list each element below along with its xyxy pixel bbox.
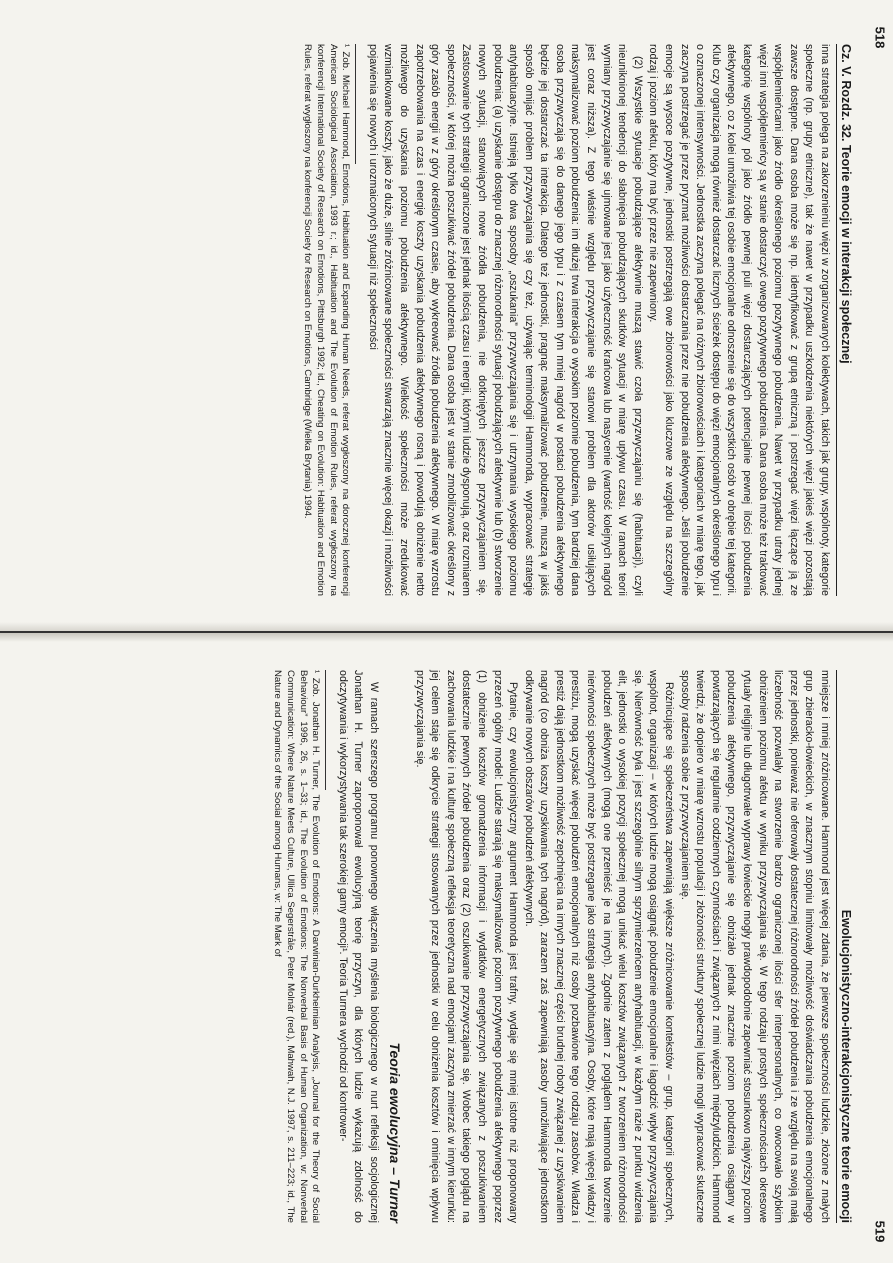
left-footnote: ¹ Zob. Michael Hammond, Emotions, Habituation and Expanding Human Needs, referat wygłoszony na dorocznej konferencji American Sociological Association, 1993 r.; id., Habituation and The Evolution of Emotion Rules, referat wygłoszony na konferencji International Society of Research on Emotions, Pittsburgh 1992; id., Cheating on Evolution: Habituation and Emotion Rules, referat wygłoszony na konferencji Society for Research on Emotions, Cambridge (Wielka Brytania) 1994. (302, 44, 352, 596)
left-paragraph: inna strategia polega na zakorzenieniu więzi w zorganizowanych kolektywach, takich jak grupy, wspólnoty, kategorie społeczne (np. grupy etniczne), tak że nawet w przypadku uszkodzenia niektórych więzi jakieś więzi pozostają zawsze dostępne. Dana osoba może się np. identyfikować z grupą etniczną i postrzegać więzi łączące ją ze współplemieńcami jako źródło określonego poziomu pozytywnego pobudzenia. Nawet w przypadku utraty jednej więzi inni współplemieńcy są w stanie dostarczyć owego pozytywnego pobudzenia. Dana osoba może też traktować kategorię wspólnoty pól jako źródło pewnej puli więzi dostarczających potencjalnie pewnej ilości pobudzenia afektywnego, co z kolei umożliwia tej osobie emocjonalne odnoszenie się do wszystkich osób w obrębie tej kategorii. Klub czy organizacja mogą również dostarczać licznych ścieżek dostępu do więzi emocjonalnych określonego typu i o oznaczonej intensywności. Jednostka zaczyna polegać na różnych zbiorowościach i kategoriach w miarę tego, jak zaczyna postrzegać je przez pryzmat możliwości dostarczania przez nie pobudzenia afektywnego. Jeśli pobudzenie emocje są wysoce pozytywne, jednostki postrzegają owe zbiorowości jako kluczowe ze względu na szczególny rodzaj i poziom afektu, który ma być przez nie zapewniony. (647, 44, 831, 596)
left-page-number: 518 (872, 26, 888, 49)
left-footnote-rule (355, 44, 356, 164)
right-footnote: ¹ Zob. Jonathan H. Turner, The Evolution of Emotions: A Darwinian-Durkheimian Analysis, „Journal for the Theory of Social Behaviour” 1996, 26, s. 1–33; id., The Evolution of Emotions: The Nonverbal Basis of Human Organization, w: Nonverbal Communication: Where Nature Meets Culture, Ullica Segerstråle, Peter Molnár (red.), Mahwah, N.J. 1997, s. 211–223; id., The Nature and Dynamics of the Social among Humans, w: The Mark of (272, 670, 322, 1223)
right-paragraph: Pytanie, czy ewolucjonistyczny argument Hammonda jest trafny, wydaje się mniej istotne niż proponowany przezeń ogólny model: Ludzie starają się maksymalizować poziom pozytywnego pobudzenia afektywnego poprzez (1) obniżenie kosztów gromadzenia informacji i wydatków energetycznych związanych z poszukiwaniem dostatecznie pewnych źródeł pobudzenia oraz (2) oszukiwanie przyzwyczajania się. Wobec takiego poglądu na zachowania ludzkie i na kulturę społeczną refleksja teoretyczna nad emocjami zaczyna zmierzać w innym kierunku: jej celem staje się odkrycie strategii stosowanych przez jednostki w celu obniżenia kosztów i ominięcia wpływu przyzwyczajania się. (413, 670, 520, 1223)
right-paragraph: mniejsze i mniej zróżnicowane. Hammond jest więcej zdania, że pierwsze społeczności ludzkie, złożone z małych grup zbieracko-łowieckich, w znacznym stopniu limitowały możliwość doświadczania pobudzenia emocjonalnego przez jednostki, ponieważ nie oferowały dostatecznej różnorodności źródeł pobudzenia i ze względu na swoją małą liczebność pozwalały na stworzenie bardzo ograniczonej ilości sfer interpersonalnych, co owocowało szybkim obniżeniem poziomu afektu w wyniku przyzwyczajania się. W tego rodzaju prostych społecznościach okresowe rytuały religijne lub długotrwałe wyprawy łowieckie mogły prawdopodobnie zapewniać stosunkowo najwyższy poziom pobudzenia afektywnego, przyzwyczajanie się obniżało jednak znacznie poziom pobudzenia osiągany w powtarzających się regularnie codziennych czynnościach i związanych z nimi więziach międzyludzkich. Hammond twierdzi, że dopiero w miarę wzrostu populacji i złożoności struktury społecznej ludzie mogli wypracować skuteczne sposoby radzenia sobie z przyzwyczajaniem się. (678, 670, 831, 1223)
fold-line (0, 631, 893, 633)
right-section-paragraph: W ramach szerszego programu ponownego włączenia myślenia biologicznego w nurt refleksji socjologicznej Jonathan H. Turner zaproponował ewolucyjną teorię przyczyn, dla których ludzie wykazują zdolność do odczytywania i wykorzystywania tak szerokiej gamy emocji¹. Teoria Turnera wychodzi od kontrower- (336, 670, 380, 1223)
right-page-number: 519 (872, 1220, 888, 1243)
left-page (0, 0, 893, 622)
left-running-head-title: Cz. V. Rozdz. 32. Teorie emocji w interakcji społecznej (839, 44, 853, 364)
right-running-head-title: Ewolucjonistyczno-interakcjonistyczne teorie emocji (839, 909, 853, 1223)
right-section-body (334, 670, 381, 1223)
right-body-text (411, 670, 832, 1223)
section-title: Teoria ewolucyjna – Turner (386, 1042, 403, 1223)
right-footnote-rule (325, 670, 326, 790)
left-running-head (836, 44, 853, 596)
right-running-head (836, 670, 853, 1223)
left-paragraph: (2) Wszystkie sytuacje pobudzające afektywnie muszą stawić czoła przyzwyczajaniu się (habituacji), czyli nieuniknionej tendencji do słabnięcia pobudzających skutków sytuacji w miarę upływu czasu. W ramach teorii wymiany przyzwyczajanie się ujmowane jest jako użyteczność krańcowa lub nasycenie (wartość kolejnych nagród jest coraz niższa). Z tego właśnie względu przyzwyczajanie się stanowi problem dla aktorów usiłujących maksymalizować poziom pobudzenia: im dłużej trwa interakcja o wysokim poziomie pobudzenia, tym bardziej dana osoba przyzwyczaja się do danego jego typu i z czasem tym mniej nagród w postaci pobudzenia afektywnego będzie jej dostarczać ta interakcja. Dlatego też jednostki, pragnąc maksymalizować pobudzenie, muszą w jakiś sposób omijać problem przyzwyczajania się czy też, używając terminologii Hammonda, wypracować strategię antyhabituacyjne. Istnieją tylko dwa sposoby „oszukania” przyzwyczajania się i utrzymania wysokiego poziomu pobudzenia: (a) uzyskanie dostępu do znacznej różnorodności sytuacji pobudzających afektywnie lub (b) stworzenie nowych sytuacji, stanowiących nowe źródła pobudzenia, nie dotkniętych jeszcze przyzwyczajaniem się. Zastosowanie tych strategii ograniczone jest jednak ilością czasu i energii, którymi ludzie dysponują, oraz rozmiarem społeczności, w której można poszukiwać źródeł pobudzenia. Dana osoba jest w stanie zmobilizować określony z góry zasób energii w z góry określonym czasie, aby wykreować źródła pobudzenia afektywnego. W miarę wzrostu zapotrzebowania na czas i energię koszty uzyskania pobudzenia afektywnego rosną i powodują obniżenie netto możliwego do uzyskania poziomu pobudzenia afektywnego. Wielkość społeczności może zredukować wzmiankowane koszty, jako że duże, silnie zróżnicowane społeczności stwarzają znacznie więcej okazji i możliwości pojawienia się nowych i urozmaiconych sytuacji niż społeczności (366, 44, 644, 596)
right-page (0, 642, 893, 1263)
left-body-text (364, 44, 832, 596)
right-paragraph: Różnicujące się społeczeństwa zapewniają większe zróżnicowanie kontekstów – grup, kategorii społecznych, wspólnot, organizacji – w których ludzie mogą osiągnąć pobudzenie emocjonalne i łagodzić wpływ przyzwyczajania się. Nierówność była i jest szczególnie silnym sprzymierzeńcem antyhabituacji, w każdym razie z punktu widzenia elit, jednostki o wysokiej pozycji społecznej mogą unikać wielu kosztów związanych z tworzeniem różnorodności pobudzeń afektywnych (mogą one przenieść je na innych). Zgodnie zatem z poglądem Hammonda tworzenie nierówności społecznych może być postrzegane jako strategia antyhabituacyjna. Osoby, które mają więcej władzy i prestiżu, mogą uzyskać więcej pobudzeń emocjonalnych niż osoby pozbawione tego rodzaju zasobów. Władza i prestiż dają jednostkom możliwość zepchnięcia na innych znacznej części brudnej roboty związanej z uzyskiwaniem nagród (co obniża koszty uzyskiwania tych nagród), zarazem zaś zapewniają zasoby umożliwiające jednostkom odkrywanie nowych obszarów pobudzeń afektywnych. (522, 670, 676, 1223)
